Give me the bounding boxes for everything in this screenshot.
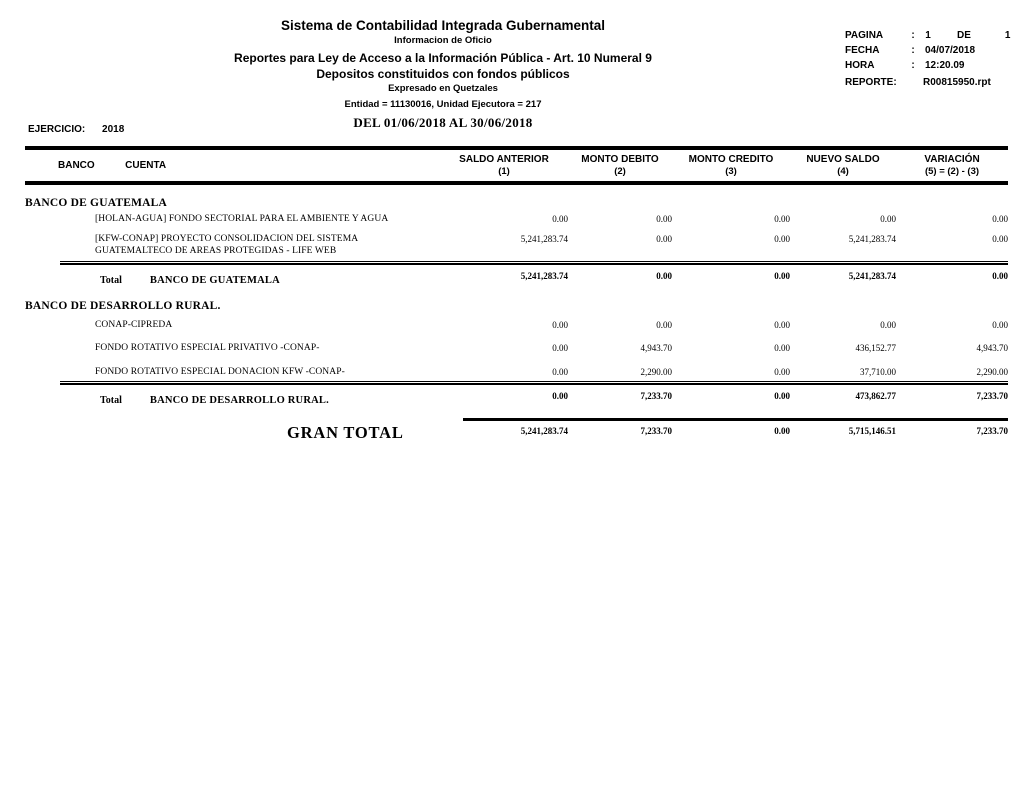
bank-name: BANCO DE DESARROLLO RURAL. (25, 299, 221, 312)
account-row (25, 233, 1008, 258)
monto-debito-value: 4,943.70 (640, 343, 672, 353)
account-description: CONAP-CIPREDA (95, 319, 173, 330)
account-row (25, 366, 1008, 379)
col-saldo-anterior: SALDO ANTERIOR (1) (459, 154, 549, 177)
variacion-value: 0.00 (992, 233, 1008, 244)
hora-value: 12:20.09 (925, 60, 965, 71)
total-pages: 1 (1004, 30, 1011, 41)
monto-credito-value: 0.00 (774, 214, 790, 224)
monto-debito-value: 0.00 (656, 319, 672, 330)
bank-total-row (25, 390, 1008, 408)
account-description: [HOLAN-AGUA] FONDO SECTORIAL PARA EL AMBIENTE Y AGUA (95, 214, 389, 224)
total-monto-credito: 0.00 (774, 270, 790, 281)
nuevo-saldo-value: 5,241,283.74 (848, 233, 896, 244)
bank-total-row (25, 270, 1008, 288)
reporte-value: R00815950.rpt (923, 77, 991, 88)
currency-note: Expresado en Quetzales (388, 83, 498, 94)
pagina-value: 1 (925, 30, 931, 41)
saldo-anterior-value: 0.00 (552, 319, 568, 330)
subject-title: Depositos constituidos con fondos públicos (316, 67, 570, 81)
law-title: Reportes para Ley de Acceso a la Información Pública - Art. 10 Numeral 9 (234, 51, 652, 65)
monto-debito-value: 2,290.00 (640, 366, 672, 377)
table-header (25, 146, 1008, 185)
pagina-label: PAGINA (845, 30, 884, 41)
total-saldo-anterior: 5,241,283.74 (520, 270, 568, 281)
total-monto-debito: 7,233.70 (640, 391, 672, 401)
account-row (25, 319, 1008, 332)
hora-label: HORA (845, 60, 875, 71)
monto-debito-value: 0.00 (656, 233, 672, 244)
monto-credito-value: 0.00 (774, 343, 790, 353)
meta-hora-row (845, 60, 1017, 71)
gran-total-monto-credito: 0.00 (774, 426, 790, 436)
total-saldo-anterior: 0.00 (552, 391, 568, 401)
total-monto-credito: 0.00 (774, 391, 790, 401)
section-separator-line (60, 381, 1008, 385)
nuevo-saldo-value: 436,152.77 (855, 343, 896, 353)
monto-credito-value: 0.00 (774, 366, 790, 377)
section-separator-line (60, 261, 1008, 265)
total-bank-name: BANCO DE GUATEMALA (149, 274, 280, 286)
pagina-colon: : (911, 30, 915, 41)
total-label: Total (100, 274, 122, 286)
gran-total-label: GRAN TOTAL (287, 423, 404, 442)
account-description: FONDO ROTATIVO ESPECIAL PRIVATIVO -CONAP- (95, 343, 320, 353)
meta-pagina-row (845, 30, 1017, 41)
bank-section-guatemala (25, 197, 1008, 288)
account-row (25, 213, 1008, 226)
meta-fecha-row (845, 45, 1017, 56)
saldo-anterior-value: 0.00 (552, 214, 568, 224)
saldo-anterior-value: 0.00 (552, 366, 568, 377)
deposits-table (25, 146, 1008, 443)
col-banco: BANCO (58, 160, 95, 171)
account-row (25, 342, 1008, 355)
ejercicio-value: 2018 (102, 124, 125, 135)
variacion-value: 0.00 (992, 214, 1008, 224)
col-monto-debito: MONTO DEBITO (2) (581, 154, 659, 177)
monto-credito-value: 0.00 (774, 319, 790, 330)
total-bank-name: BANCO DE DESARROLLO RURAL. (149, 395, 329, 406)
reporte-label: REPORTE: (845, 77, 897, 88)
saldo-anterior-value: 5,241,283.74 (520, 233, 568, 244)
col-variacion: VARIACIÓN (5) = (2) - (3) (924, 154, 980, 177)
col-cuenta: CUENTA (125, 160, 167, 171)
report-title: Sistema de Contabilidad Integrada Gubernamental (280, 18, 606, 33)
fecha-label: FECHA (845, 45, 880, 56)
bank-name: BANCO DE GUATEMALA (25, 197, 168, 209)
total-variacion: 0.00 (992, 270, 1008, 281)
gran-total-variacion: 7,233.70 (976, 426, 1008, 436)
de-label: DE (957, 30, 971, 41)
total-variacion: 7,233.70 (976, 391, 1008, 401)
nuevo-saldo-value: 0.00 (880, 319, 896, 330)
meta-reporte-row (845, 77, 1017, 88)
report-meta (845, 30, 1017, 92)
gran-total-saldo-anterior: 5,241,283.74 (520, 426, 568, 436)
col-nuevo-saldo: NUEVO SALDO (4) (806, 154, 880, 177)
ejercicio-label: EJERCICIO: (28, 124, 86, 135)
gran-total-line (463, 418, 1008, 421)
gran-total-monto-debito: 7,233.70 (640, 426, 672, 436)
bank-section-desarrollo-rural (25, 300, 1008, 409)
report-header (0, 18, 886, 131)
monto-credito-value: 0.00 (774, 233, 790, 244)
account-description: FONDO ROTATIVO ESPECIAL DONACION KFW -CONAP- (95, 366, 345, 377)
oficio-subtitle: Informacion de Oficio (394, 35, 492, 46)
total-nuevo-saldo: 5,241,283.74 (848, 270, 896, 281)
hora-colon: : (911, 60, 915, 71)
total-monto-debito: 0.00 (656, 270, 672, 281)
gran-total-row (25, 425, 1008, 443)
col-monto-credito: MONTO CREDITO (3) (688, 154, 774, 177)
total-nuevo-saldo: 473,862.77 (855, 391, 896, 401)
bank-total-label (25, 270, 440, 288)
variacion-value: 2,290.00 (976, 366, 1008, 377)
variacion-value: 0.00 (992, 319, 1008, 330)
fecha-colon: : (911, 45, 915, 56)
gran-total-nuevo-saldo: 5,715,146.51 (848, 426, 896, 436)
variacion-value: 4,943.70 (976, 343, 1008, 353)
entity-line: Entidad = 11130016, Unidad Ejecutora = 217 (344, 99, 542, 110)
fecha-value: 04/07/2018 (925, 45, 976, 56)
saldo-anterior-value: 0.00 (552, 343, 568, 353)
gran-total-label-cell (25, 425, 440, 443)
ejercicio (28, 124, 124, 135)
total-label: Total (100, 395, 122, 406)
account-description: [KFW-CONAP] PROYECTO CONSOLIDACION DEL SISTEMA GUATEMALTECO DE AREAS PROTEGIDAS - LIFE WEB (95, 233, 358, 256)
monto-debito-value: 0.00 (656, 214, 672, 224)
nuevo-saldo-value: 37,710.00 (860, 366, 896, 377)
name-column-header (25, 154, 440, 173)
nuevo-saldo-value: 0.00 (880, 214, 896, 224)
bank-total-label (25, 390, 440, 408)
period-line: DEL 01/06/2018 AL 30/06/2018 (353, 115, 533, 130)
